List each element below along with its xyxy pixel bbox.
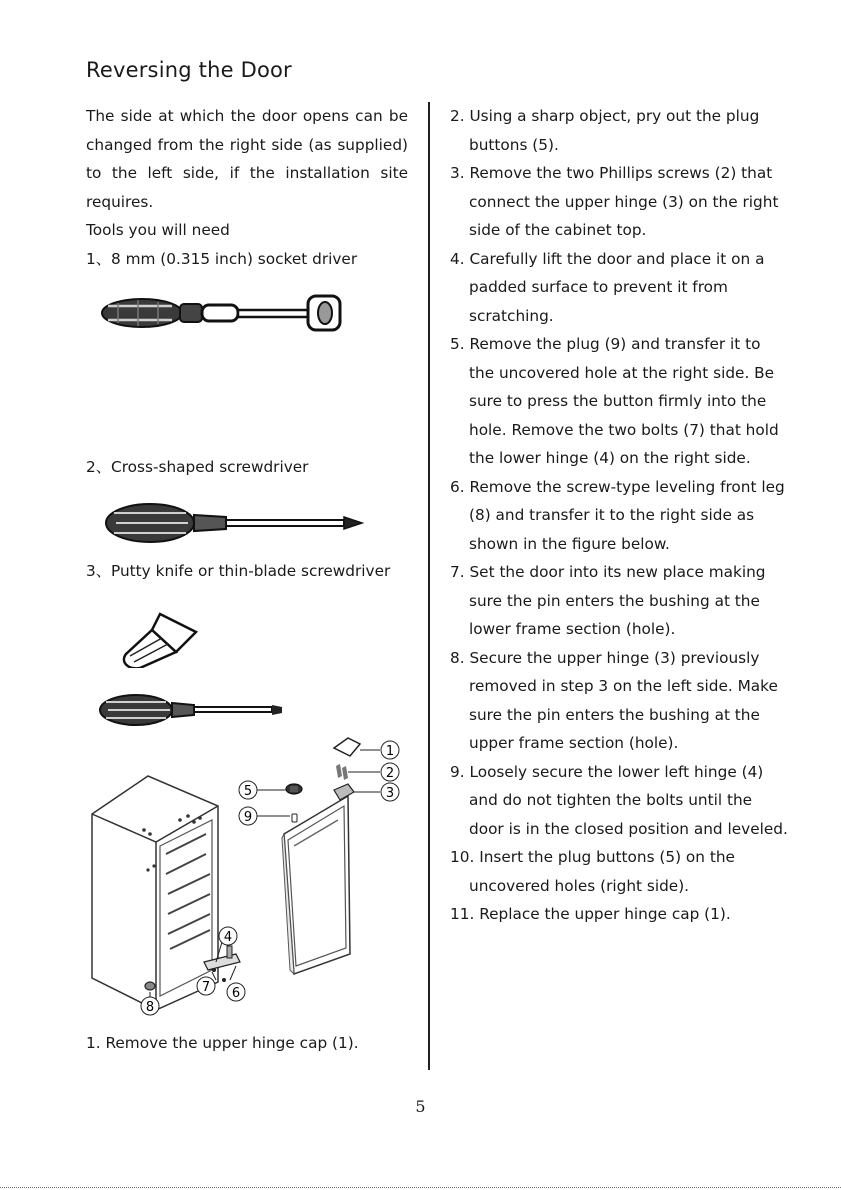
cross-screwdriver-illustration — [104, 499, 366, 547]
step-6: 6. Remove the screw-type leveling front leg (8) and transfer it to the right side as shown in the figure below. — [450, 477, 785, 553]
callout-label-8: 8 — [145, 1000, 155, 1015]
callout-label-4: 4 — [223, 930, 233, 945]
intro-paragraph: The side at which the door opens can be changed from the right side (as supplied) to the left side, if the installation site requires. — [86, 107, 408, 211]
step-1: 1. Remove the upper hinge cap (1). — [86, 1034, 359, 1052]
step-7: 7. Set the door into its new place making sure the pin enters the bushing at the lower frame section (hole). — [450, 563, 766, 638]
callout-7 — [197, 977, 215, 995]
callout-3 — [381, 783, 399, 801]
step-11: 11. Replace the upper hinge cap (1). — [450, 905, 731, 923]
tool-item-cross-screwdriver: 2、Cross-shaped screwdriver — [86, 458, 309, 476]
step-9: 9. Loosely secure the lower left hinge (4) and do not tighten the bolts until the door is in the closed position and leveled. — [450, 762, 788, 838]
callout-label-9: 9 — [243, 810, 253, 825]
left-column — [86, 102, 408, 273]
step-4: 4. Carefully lift the door and place it on a padded surface to prevent it from scratching. — [450, 249, 765, 325]
step-2: 2. Using a sharp object, pry out the plug buttons (5). — [450, 107, 760, 154]
page-number: 5 — [415, 1097, 426, 1116]
tools-heading: Tools you will need — [86, 221, 230, 239]
callout-2 — [381, 763, 399, 781]
step-3: 3. Remove the two Phillips screws (2) that connect the upper hinge (3) on the right side of the cabinet top. — [450, 164, 779, 239]
socket-driver-illustration — [98, 285, 348, 343]
column-divider — [428, 102, 430, 1070]
page-title: Reversing the Door — [86, 58, 292, 82]
tool-item-socket-driver: 1、8 mm (0.315 inch) socket driver — [86, 249, 358, 268]
callout-8 — [141, 997, 159, 1015]
callout-label-5: 5 — [243, 784, 253, 799]
callout-label-3: 3 — [385, 786, 395, 801]
putty-knife-illustration — [110, 610, 200, 668]
callout-label-1: 1 — [385, 744, 395, 759]
step-8: 8. Secure the upper hinge (3) previously removed in step 3 on the left side. Make sure the pin enters the bushing at the upper frame section (hole). — [450, 648, 778, 752]
thin-blade-screwdriver-illustration — [98, 692, 286, 728]
bottom-dotted-rule — [0, 1187, 841, 1188]
door-reversal-diagram — [86, 734, 410, 1026]
callout-4 — [219, 927, 237, 945]
callout-6 — [227, 983, 245, 1001]
callout-1 — [381, 741, 399, 759]
callout-9 — [239, 807, 257, 825]
callout-5 — [239, 781, 257, 799]
step-5: 5. Remove the plug (9) and transfer it to the uncovered hole at the right side. Be sure to press the button firmly into the hole. Remove the two bolts (7) that hold the lower hinge (4) on the right side. — [450, 335, 779, 467]
callout-label-6: 6 — [231, 986, 241, 1001]
step-10: 10. Insert the plug buttons (5) on the uncovered holes (right side). — [450, 848, 735, 895]
callout-label-7: 7 — [201, 980, 211, 995]
callout-label-2: 2 — [385, 766, 395, 781]
right-column-steps — [450, 102, 790, 929]
tool-item-putty-knife: 3、Putty knife or thin-blade screwdriver — [86, 562, 391, 580]
